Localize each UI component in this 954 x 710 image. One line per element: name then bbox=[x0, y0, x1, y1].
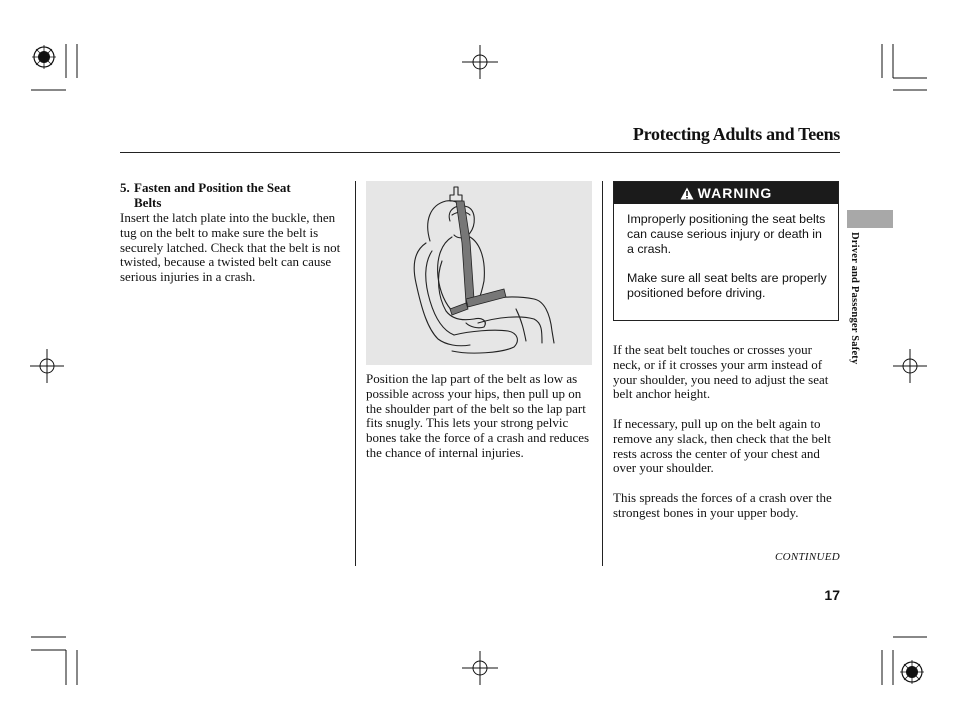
page-number: 17 bbox=[824, 587, 840, 603]
warning-triangle-icon bbox=[680, 187, 694, 200]
col3-paragraph: This spreads the forces of a crash over the strongest bones in your upper body. bbox=[613, 489, 832, 520]
column-1-text bbox=[120, 211, 350, 300]
step-heading bbox=[120, 181, 352, 210]
seated-person-figure bbox=[366, 181, 592, 365]
column-3-text bbox=[613, 343, 841, 535]
step-title-line2: Belts bbox=[134, 194, 162, 210]
registration-mark-icon bbox=[32, 45, 56, 69]
seatbelt-illustration bbox=[366, 181, 592, 365]
continued-label: CONTINUED bbox=[774, 551, 840, 563]
warning-body bbox=[614, 204, 838, 301]
col3-paragraph: If necessary, pull up on the belt again to remove any slack, then check that the belt rests across the center of your chest and over your shoulder. bbox=[613, 415, 832, 476]
col3-paragraph: If the seat belt touches or crosses your neck, or if it crosses your arm instead of your shoulder, you need to adjust the seat belt anchor height. bbox=[613, 342, 829, 402]
warning-header bbox=[614, 182, 838, 204]
col2-paragraph: Position the lap part of the belt as low as possible across your hips, then pull up on the shoulder part of the belt so the lap part fits snugly. This lets your strong pelvic bones take the force of a crash and reduces the chance of internal injuries. bbox=[366, 371, 590, 460]
warning-box bbox=[613, 181, 839, 321]
section-tab bbox=[847, 210, 893, 228]
warning-paragraph: Improperly positioning the seat belts can cause serious injury or death in a crash. bbox=[627, 212, 826, 256]
header-rule bbox=[120, 152, 840, 153]
warning-paragraph: Make sure all seat belts are properly positioned before driving. bbox=[627, 271, 827, 300]
section-label: Driver and Passenger Safety bbox=[849, 232, 860, 365]
column-divider bbox=[355, 181, 356, 566]
column-divider bbox=[602, 181, 603, 566]
section-side-label bbox=[846, 232, 864, 392]
col1-paragraph: Insert the latch plate into the buckle, then tug on the belt to make sure the belt is securely latched. Check that the belt is not twisted, because a twisted belt can cause serious injuries in a crash. bbox=[120, 210, 341, 285]
warning-label: WARNING bbox=[697, 185, 773, 201]
step-title-line1: Fasten and Position the Seat bbox=[134, 180, 291, 195]
registration-mark-icon bbox=[900, 660, 924, 684]
column-2-text bbox=[366, 372, 594, 476]
page-title: Protecting Adults and Teens bbox=[632, 124, 840, 144]
step-number: 5. bbox=[120, 180, 130, 195]
